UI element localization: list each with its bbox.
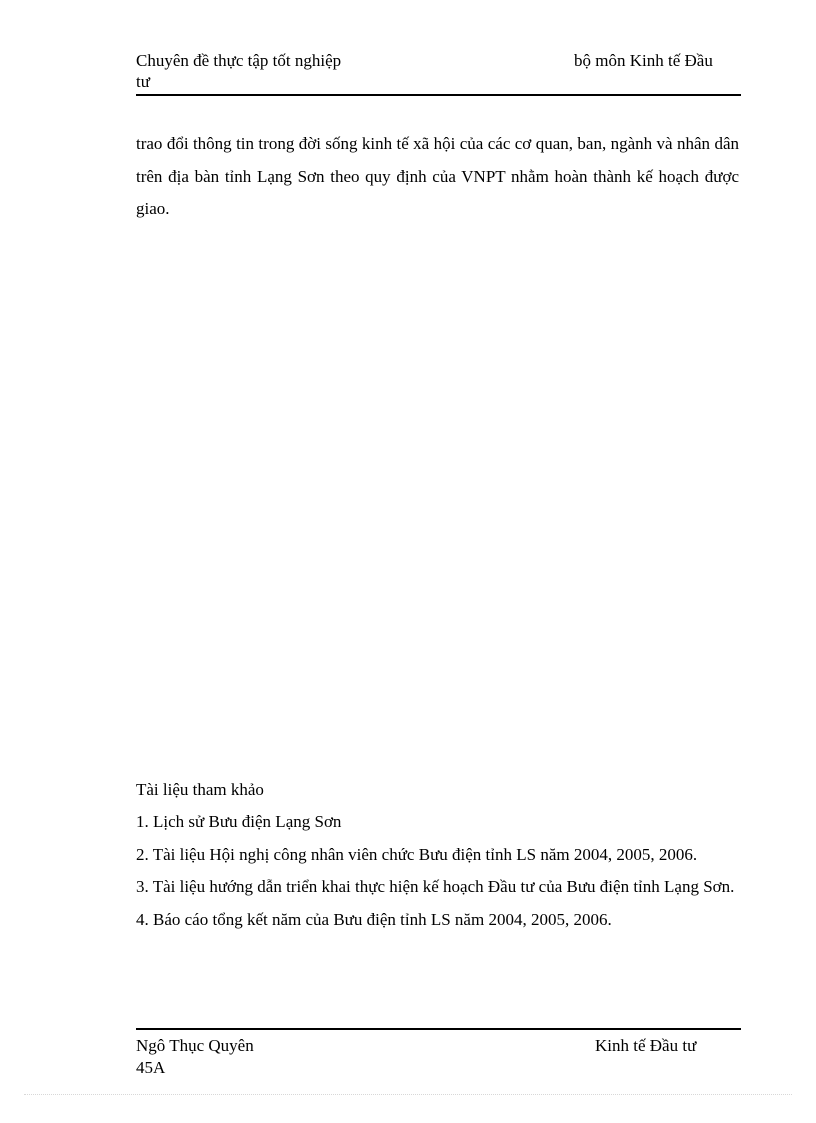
reference-item-1: 1. Lịch sử Bưu điện Lạng Sơn [136,812,342,831]
footer-class: 45A [136,1058,166,1077]
references-title: Tài liệu tham khảo [136,780,264,799]
header-department: bộ môn Kinh tế Đầu [574,51,713,70]
header-title: Chuyên đề thực tập tốt nghiệp [136,51,342,70]
page-bottom-edge [24,1094,792,1095]
page-footer [136,1028,741,1080]
page-header [136,48,741,96]
reference-item-3: 3. Tài liệu hướng dẫn triển khai thực hiện kế hoạch Đầu tư của Bưu điện tỉnh Lạng Sơn. [136,877,735,896]
header-department-continuation: tư [136,72,150,91]
footer-major: Kinh tế Đầu tư [595,1036,697,1055]
reference-item-4: 4. Báo cáo tổng kết năm của Bưu điện tỉnh LS năm 2004, 2005, 2006. [136,909,612,929]
body-paragraph: trao đổi thông tin trong đời sống kinh tế xã hội của các cơ quan, ban, ngành và nhân dân trên địa bàn tỉnh Lạng Sơn theo quy định của VNPT nhằm hoàn thành kế hoạch được giao. [136,134,739,218]
footer-author: Ngô Thục Quyên [136,1036,254,1055]
references-section [136,774,739,936]
reference-item-2: 2. Tài liệu Hội nghị công nhân viên chức Bưu điện tỉnh LS năm 2004, 2005, 2006. [136,844,698,864]
